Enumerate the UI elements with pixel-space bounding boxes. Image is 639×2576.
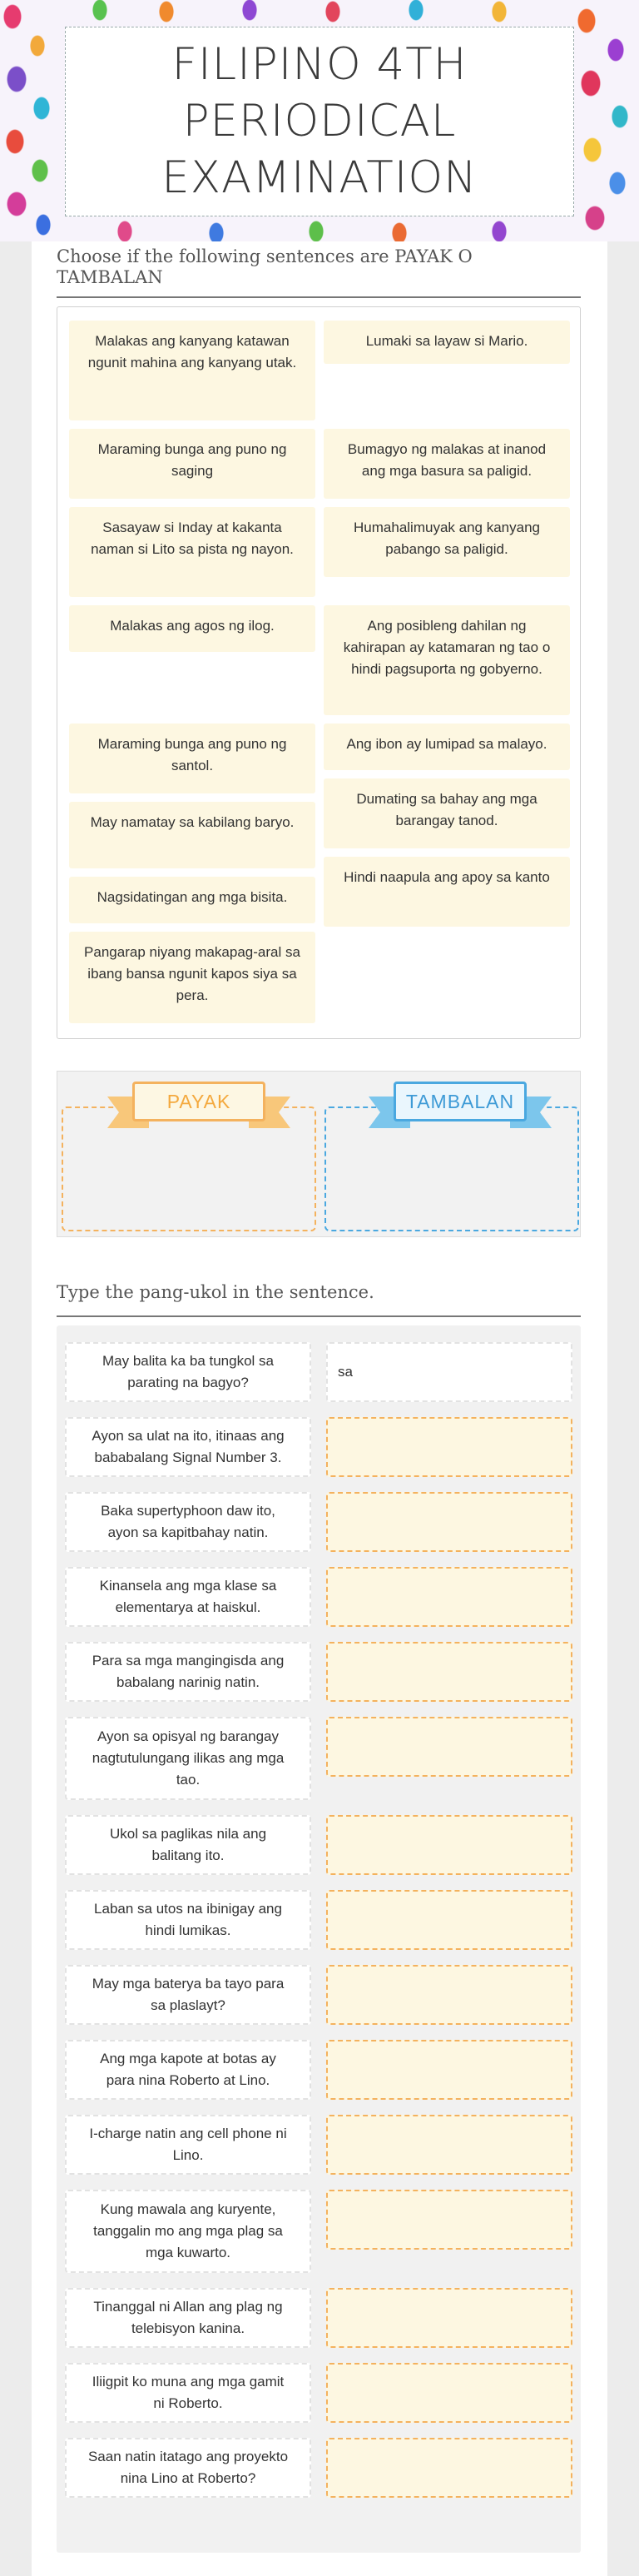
title-box [65, 27, 574, 216]
question-2-instruction: Type the pang-ukol in the sentence. [57, 1282, 374, 1302]
sentence-prompt: May balita ka ba tungkol sa parating na bagyo? [65, 1342, 311, 1402]
drag-chip[interactable]: Malakas ang agos ng ilog. [69, 605, 315, 652]
answer-input[interactable] [326, 1417, 572, 1477]
drag-chip[interactable]: Lumaki sa layaw si Mario. [324, 321, 570, 364]
answer-input[interactable] [326, 2190, 572, 2250]
sentence-prompt: Ayon sa opisyal ng barangay nagtutulungang ilikas ang mga tao. [65, 1717, 311, 1800]
header-banner [0, 0, 639, 241]
sentence-prompt: Iliigpit ko muna ang mga gamit ni Roberto. [65, 2363, 311, 2423]
drag-chip[interactable]: Ang posibleng dahilan ng kahirapan ay katamaran ng tao o hindi pagsuporta ng gobyerno. [324, 605, 570, 715]
answer-input[interactable] [326, 1642, 572, 1702]
answer-input[interactable] [326, 1965, 572, 2025]
answer-input[interactable] [326, 1717, 572, 1777]
worksheet-card [32, 241, 607, 2576]
drag-chip[interactable]: Bumagyo ng malakas at inanod ang mga basura sa paligid. [324, 429, 570, 499]
sentence-prompt: May mga baterya ba tayo para sa plaslayt? [65, 1965, 311, 2025]
divider [57, 296, 581, 298]
drag-chip[interactable]: May namatay sa kabilang baryo. [69, 802, 315, 868]
fill-in-list [57, 1325, 581, 2553]
drag-chip[interactable]: Sasayaw si Inday at kakanta naman si Lito sa pista ng nayon. [69, 507, 315, 597]
sentence-prompt: Tinanggal ni Allan ang plag ng telebisyon kanina. [65, 2288, 311, 2348]
answer-input[interactable] [326, 2040, 572, 2100]
sentence-prompt: Kung mawala ang kuryente, tanggalin mo ang mga plag sa mga kuwarto. [65, 2190, 311, 2273]
page-title: FILIPINO 4TH PERIODICAL EXAMINATION [161, 39, 478, 203]
answer-input[interactable] [326, 2288, 572, 2348]
answer-input[interactable] [326, 2115, 572, 2175]
sentence-prompt: Para sa mga mangingisda ang babalang narinig natin. [65, 1642, 311, 1702]
sentence-prompt: Ukol sa paglikas nila ang balitang ito. [65, 1815, 311, 1875]
sentence-prompt: Saan natin itatago ang proyekto nina Lino at Roberto? [65, 2438, 311, 2498]
question-1-instruction: Choose if the following sentences are PAYAK O TAMBALAN [57, 246, 473, 287]
tambalan-label-banner [369, 1082, 552, 1135]
payak-label: PAYAK [132, 1082, 265, 1121]
drag-chip[interactable]: Pangarap niyang makapag-aral sa ibang bansa ngunit kapos siya sa pera. [69, 932, 315, 1023]
drag-chip[interactable]: Maraming bunga ang puno ng santol. [69, 724, 315, 793]
drag-chip-pool [57, 306, 581, 1039]
answer-input[interactable] [326, 2363, 572, 2423]
answer-input[interactable] [326, 1815, 572, 1875]
answer-input[interactable] [326, 1567, 572, 1627]
sort-targets [57, 1071, 581, 1237]
drag-chip[interactable]: Ang ibon ay lumipad sa malayo. [324, 724, 570, 770]
answer-input[interactable] [326, 1890, 572, 1950]
drag-chip[interactable]: Humahalimuyak ang kanyang pabango sa paligid. [324, 507, 570, 577]
sentence-prompt: Baka supertyphoon daw ito, ayon sa kapitbahay natin. [65, 1492, 311, 1552]
sentence-prompt: Ayon sa ulat na ito, itinaas ang bababalang Signal Number 3. [65, 1417, 311, 1477]
answer-input[interactable] [326, 1492, 572, 1552]
sentence-prompt: Ang mga kapote at botas ay para nina Roberto at Lino. [65, 2040, 311, 2100]
payak-label-banner [107, 1082, 290, 1135]
drag-chip[interactable]: Nagsidatingan ang mga bisita. [69, 877, 315, 923]
answer-input[interactable]: sa [326, 1342, 572, 1402]
drag-chip[interactable]: Maraming bunga ang puno ng saging [69, 429, 315, 499]
drag-chip[interactable]: Hindi naapula ang apoy sa kanto [324, 857, 570, 927]
answer-input[interactable] [326, 2438, 572, 2498]
sentence-prompt: Laban sa utos na ibinigay ang hindi lumikas. [65, 1890, 311, 1950]
sentence-prompt: I-charge natin ang cell phone ni Lino. [65, 2115, 311, 2175]
drag-chip[interactable]: Dumating sa bahay ang mga barangay tanod. [324, 778, 570, 848]
tambalan-label: TAMBALAN [394, 1082, 527, 1121]
divider [57, 1315, 581, 1317]
sentence-prompt: Kinansela ang mga klase sa elementarya at haiskul. [65, 1567, 311, 1627]
drag-chip[interactable]: Malakas ang kanyang katawan ngunit mahina ang kanyang utak. [69, 321, 315, 420]
